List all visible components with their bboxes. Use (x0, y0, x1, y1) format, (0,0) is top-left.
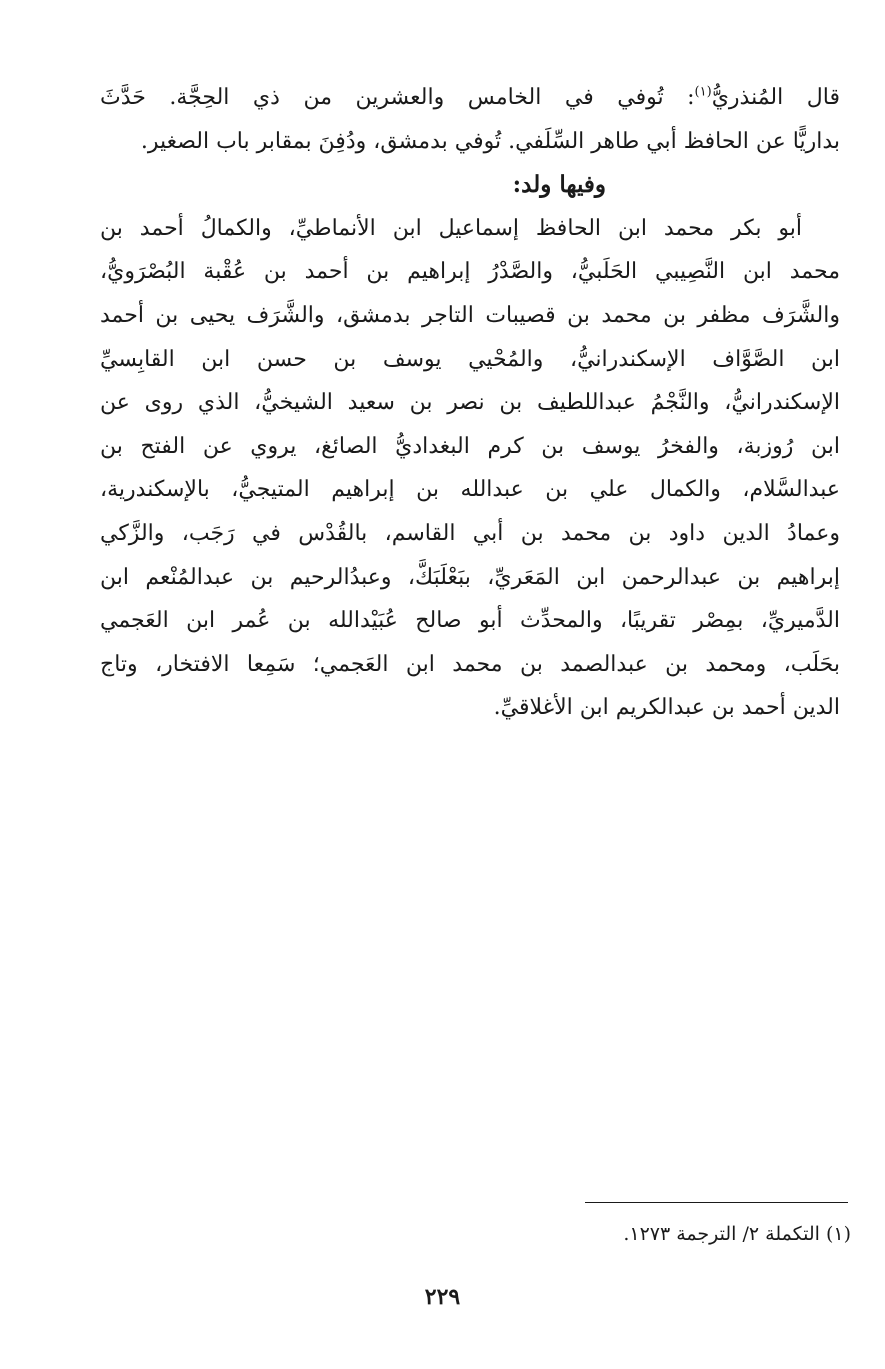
text-line-1 (100, 76, 840, 120)
paragraph-line-9: إبراهيم بن عبدالرحمن ابن المَعَريِّ، ببَعْلَبَكَّ، وعبدُالرحيم بن عبدالمُنْعم ابن (100, 564, 840, 590)
text-line-1-end: : تُوفي في الخامس والعشرين من ذي الحِجَّة. حَدَّثَ (100, 85, 695, 110)
paragraph-line-3: والشَّرَف مظفر بن محمد بن قصيبات التاجر بدمشق، والشَّرَف يحيى بن أحمد (100, 302, 840, 328)
paragraph-line-8: وعمادُ الدين داود بن محمد بن أبي القاسم، بالقُدْس في رَجَب، والزَّكي (100, 520, 840, 546)
paragraph-line-11: بحَلَب، ومحمد بن عبدالصمد بن محمد ابن العَجمي؛ سَمِعا الافتخار، وتاج (100, 651, 840, 677)
paragraph-line-1: أبو بكر محمد ابن الحافظ إسماعيل ابن الأنماطيِّ، والكمالُ أحمد بن (100, 215, 802, 241)
page-number: ٢٢٩ (424, 1284, 461, 1310)
footnote-separator (585, 1202, 848, 1203)
section-heading: وفيها ولد: (512, 171, 606, 199)
footnote-text: التكملة ٢/ الترجمة ١٢٧٣. (623, 1223, 820, 1245)
paragraph-line-2: محمد ابن النَّصِيبي الحَلَبيُّ، والصَّدْرُ إبراهيم بن أحمد بن عُقْبة البُصْرَويُّ، (100, 259, 840, 285)
footnote-number: (١) (825, 1223, 851, 1245)
text-line-1-start: قال المُنذريُّ (711, 85, 840, 110)
paragraph-line-10: الدَّميريِّ، بمِصْر تقريبًا، والمحدِّث أبو صالح عُبَيْدالله بن عُمر ابن العَجمي (100, 608, 840, 634)
paragraph-line-4: ابن الصَّوَّاف الإسكندرانيُّ، والمُحْيي يوسف بن حسن ابن القابِسيِّ (100, 346, 840, 372)
main-text (100, 76, 840, 730)
paragraph-line-12: الدين أحمد بن عبدالكريم ابن الأغلاقيِّ. (493, 695, 840, 721)
paragraph-line-7: عبدالسَّلام، والكمال علي بن عبدالله بن إبراهيم المتيجيُّ، بالإسكندرية، (100, 477, 840, 503)
paragraph-line-6: ابن رُوزبة، والفخرُ يوسف بن كرم البغداديُّ الصائغ، يروي عن الفتح بن (100, 433, 840, 459)
footnote (151, 1219, 851, 1249)
paragraph-line-5: الإسكندرانيُّ، والنَّجْمُ عبداللطيف بن نصر بن سعيد الشيخيُّ، الذي روى عن (100, 390, 840, 416)
footnote-reference: (١) (694, 84, 712, 100)
text-line-2: بداريًّا عن الحافظ أبي طاهر السِّلَفي. تُوفي بدمشق، ودُفِنَ بمقابر باب الصغير. (140, 128, 840, 154)
